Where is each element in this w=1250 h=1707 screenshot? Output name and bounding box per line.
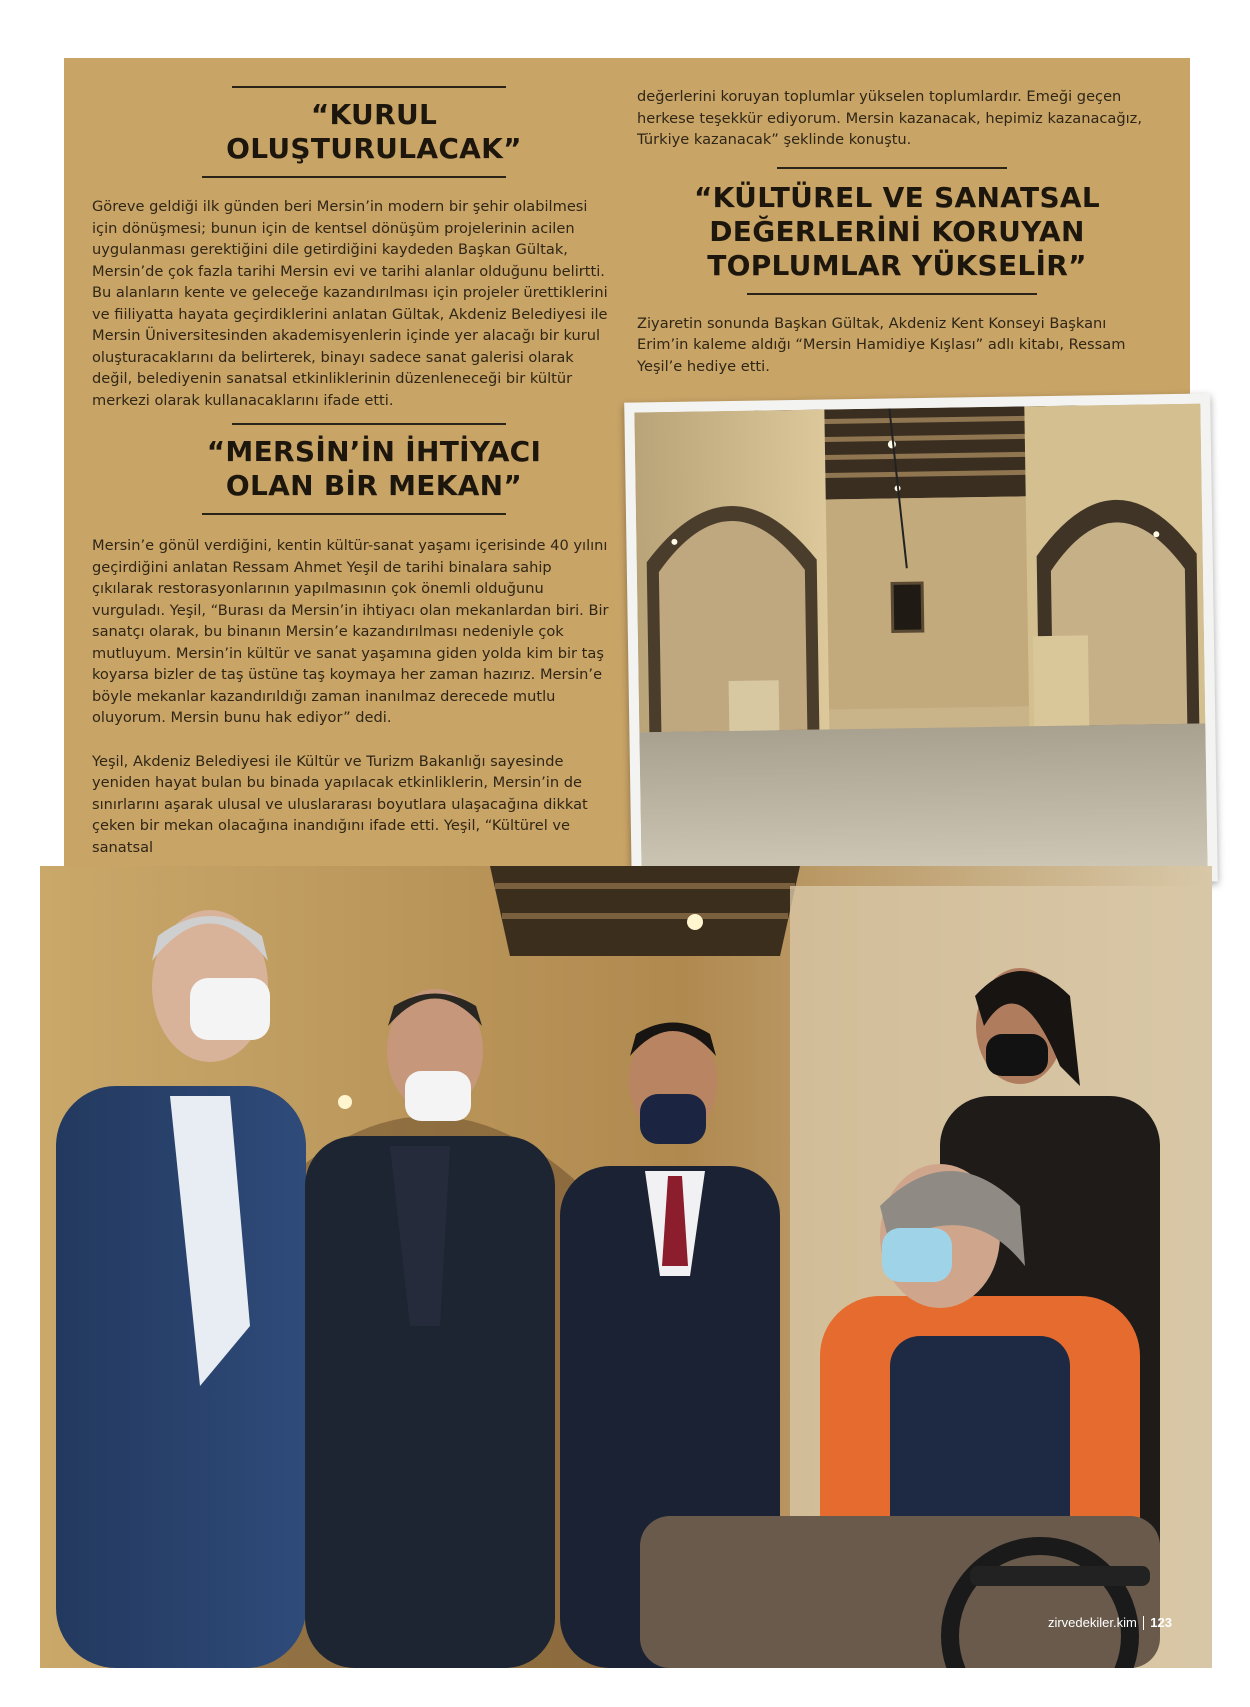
paragraph-kurul: Göreve geldiği ilk günden beri Mersin’in modern bir şehir olabilmesi için dönüşmesi; bunun için de kentsel dönüşüm projelerinin acilen uygulanması gerektiğini dile getirdiğini kaydeden Başkan Gültak, Mersin’de çok fazla tarihi Mersin evi ve tarihi alanlar olduğunu belirtti. Bu alanların kente ve geleceğe kazandırılması için projeler ürettiklerini ve fiiliyatta hayata geçirdiklerini anlatan Gültak, Akdeniz Belediyesi ile Mersin Üniversitesinden akademisyenlerin içinde yer alacağı bir kurul oluşturacaklarını da belirterek, binayı sadece sanat galerisi olarak değil, belediyenin sanatsal etkinliklerinin düzenleneceği bir kültür merkezi olarak kullanacaklarını ifade etti. [92, 198, 608, 409]
left-column [92, 86, 616, 858]
footer-divider [1143, 1616, 1145, 1630]
paragraph-continued: değerlerini koruyan toplumlar yükselen toplumlardır. Emeği geçen herkese teşekkür ediyorum. Mersin kazanacak, hepimiz kazanacağız, Türkiye kazanacak” şeklinde konuştu. [637, 88, 1142, 148]
right-column [637, 86, 1157, 377]
visit-group-photo [40, 866, 1212, 1668]
vaulted-hall-image [634, 404, 1207, 881]
page-number: 123 [1150, 1615, 1172, 1630]
section-heading-mersin: “MERSİN’İN İHTİYACI OLAN BİR MEKAN” [206, 435, 542, 502]
heading-rule-top [232, 86, 506, 88]
website-label: zirvedekiler.kim [1047, 1615, 1137, 1630]
section-heading-kulturel: “KÜLTÜREL VE SANATSAL DEĞERLERİNİ KORUYAN TOPLUMLAR YÜKSELİR” [693, 180, 1101, 282]
paragraph-mersin: Mersin’e gönül verdiğini, kentin kültür-sanat yaşamı içerisinde 40 yılını geçirdiğini anlatan Ressam Ahmet Yeşil de tarihi binalara sahip çıkılarak restorasyonlarının yapılmasının çok önemli olduğunu vurguladı. Yeşil, “Burası da Mersin’in ihtiyacı olan mekanlardan biri. Bir sanatçı olarak, bu binanın Mersin’e kazandırılması nedeniyle çok mutluyum. Mersin’in kültür ve sanat yaşamına giden yolda kim bir taş koyarsa bizler de taş üstüne taş koymaya her zaman hazırız. Mersin’e böyle mekanlar kazandırıldığı zaman inanılmaz derecede mutlu oluyorum. Mersin bunu hak ediyor” dedi. [92, 537, 609, 726]
paragraph-ziyaret: Ziyaretin sonunda Başkan Gültak, Akdeniz Kent Konseyi Başkanı Erim’in kaleme aldığı “Mersin Hamidiye Kışlası” adlı kitabı, Ressam Yeşil’e hediye etti. [637, 314, 1126, 375]
page-footer [1048, 1615, 1172, 1630]
heading-rule-top [232, 423, 506, 425]
body-paragraph [92, 196, 616, 411]
gallery-interior-photo [624, 393, 1218, 890]
body-paragraph [637, 313, 1157, 378]
body-paragraph [92, 535, 616, 858]
body-paragraph [637, 86, 1157, 151]
heading-rule-top [777, 167, 1007, 169]
section-heading-kurul: “KURUL OLUŞTURULACAK” [226, 98, 522, 165]
visitors-image [40, 866, 1212, 1668]
paragraph-yesil: Yeşil, Akdeniz Belediyesi ile Kültür ve Turizm Bakanlığı sayesinde yeniden hayat bulan bu binada yapılacak etkinliklerin, Mersin’in de sınırlarını aşarak ulusal ve uluslararası boyutlara ulaşacağına dikkat çeken bir mekan olacağına inandığını ifade etti. Yeşil, “Kültürel ve sanatsal [92, 752, 588, 856]
